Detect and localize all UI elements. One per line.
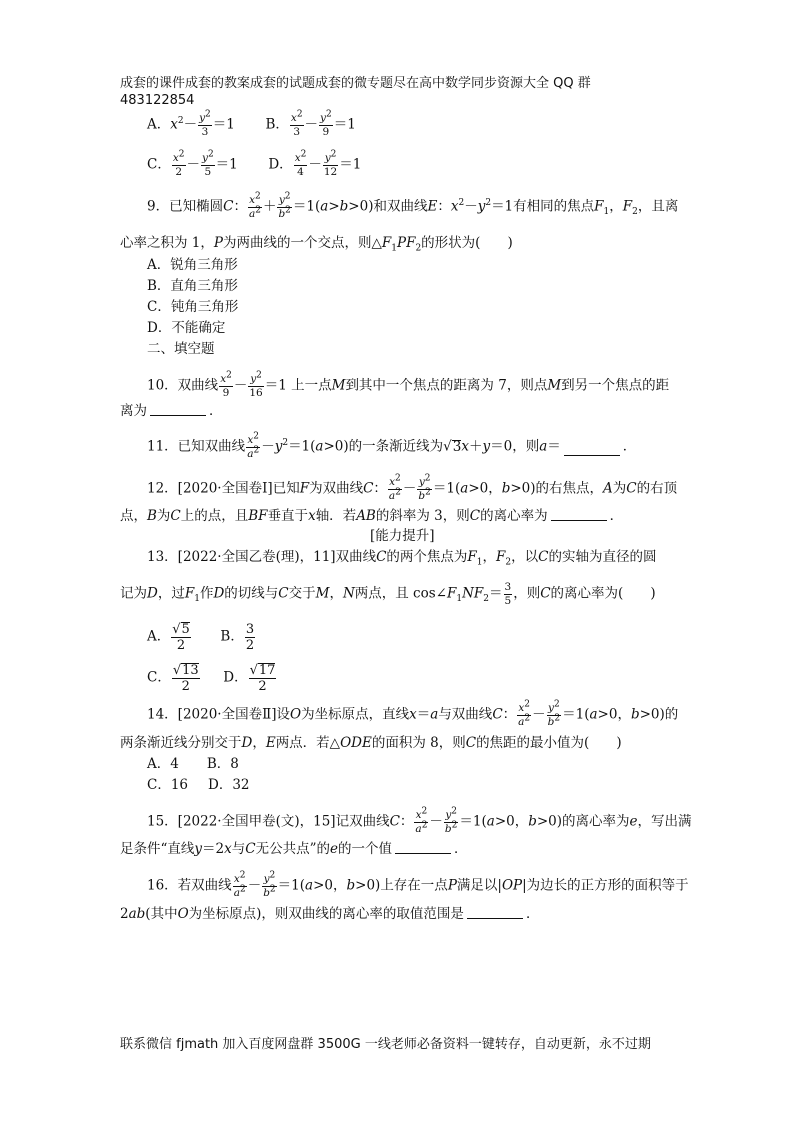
- q14-line-1: 14．[2020·全国卷Ⅱ]设O为坐标原点，直线x＝a与双曲线C： $\frac{x^2}{a^2}$ － $\frac{y^2}{b^2}$ ＝1(a>0，b>0)的: [147, 699, 679, 728]
- q9-line-1: 9．已知椭圆C： $\frac{x^2}{a^2}$ ＋ $\frac{y^2}{b^2}$ ＝1(a>b>0)和双曲线E：$x^2-y^2=1$有相同的焦点$F_1$，$F_2$，且离: [147, 191, 679, 220]
- q8-options-row-2: C． $\frac{x^2}{2}$ － $\frac{y^2}{5}$ ＝1 D． $\frac{x^2}{4}$ － $\frac{y^2}{12}$ ＝1: [147, 149, 362, 178]
- q9-option-d: D．不能确定: [147, 320, 226, 336]
- q11-line: 11．已知双曲线 $\frac{x^2}{a^2}$ $-y^2=1(a>0)$的一条渐近线为√3x＋y＝0，则a＝ ．: [147, 431, 637, 460]
- q13-options-row-2: C． $\frac{√13}{2}$ D． $\frac{√17}{2}$: [147, 663, 276, 694]
- q9-option-c: C．钝角三角形: [147, 299, 239, 315]
- q12-line-2: 点，B为C上的点，且BF垂直于x轴．若AB的斜率为 3，则C的离心率为 ．: [120, 508, 624, 524]
- q9-option-b: B．直角三角形: [147, 278, 238, 294]
- q15-line-2: 足条件“直线y＝2x与C无公共点”的e的一个值 ．: [120, 841, 468, 857]
- q10-line-1: 10．双曲线 $\frac{x^2}{9}$ － $\frac{y^2}{16}$ ＝1 上一点M到其中一个焦点的距离为 7，则点M到另一个焦点的距: [147, 370, 670, 399]
- footer-text: 联系微信 fjmath 加入百度网盘群 3500G 一线老师必备资料一键转存，自动更新，永不过期: [120, 1037, 651, 1052]
- q13-options-row-1: A． $\frac{√5}{2}$ B． $\frac{3}{2}$: [147, 621, 255, 653]
- q9-line-2: 心率之积为 1，P为两曲线的一个交点，则$\triangle F_1PF_2$的形状为( ): [120, 235, 513, 254]
- q14-line-2: 两条渐近线分别交于D，E两点．若△ODE的面积为 8，则C的焦距的最小值为( ): [120, 735, 622, 751]
- q10-line-2: 离为 ．: [120, 403, 223, 419]
- section-ability: [能力提升]: [370, 528, 435, 544]
- q14-options-row-1: A．4 B．8: [147, 756, 239, 772]
- q16-line-1: 16．若双曲线 $\frac{x^2}{a^2}$ － $\frac{y^2}{b^2}$ ＝1(a>0，b>0)上存在一点P满足以|OP|为边长的正方形的面积等于: [147, 870, 689, 899]
- q16-line-2: 2ab(其中O为坐标原点)，则双曲线的离心率的取值范围是 ．: [120, 906, 540, 922]
- q14-options-row-2: C．16 D．32: [147, 777, 250, 793]
- q8-options-row-1: A．$x^2-$ $\frac{y^2}{3}$ ＝1 B． $\frac{x^2}{3}$ － $\frac{y^2}{9}$ ＝1: [147, 109, 356, 138]
- q13-line-1: 13．[2022·全国乙卷(理)，11]双曲线C的两个焦点为$F_1$，$F_2$，以C的实轴为直径的圆: [147, 549, 657, 568]
- section-fill-blank: 二、填空题: [147, 341, 215, 357]
- q9-option-a: A．锐角三角形: [147, 257, 238, 273]
- header-line-2: 483122854: [120, 93, 195, 108]
- header-line-1: 成套的课件成套的教案成套的试题成套的微专题尽在高中数学同步资源大全 QQ 群: [120, 76, 591, 91]
- q15-line-1: 15．[2022·全国甲卷(文)，15]记双曲线C： $\frac{x^2}{a^2}$ － $\frac{y^2}{b^2}$ ＝1(a>0，b>0)的离心率为e，写出满: [147, 806, 692, 835]
- q13-line-2: 记为D，过$F_1$作D的切线与C交于M，N两点，且 $\cos\angle F_1NF_2=$ $\frac{3}{5}$ ，则C的离心率为( ): [120, 581, 656, 607]
- q12-line-1: 12．[2020·全国卷Ⅰ]已知F为双曲线C： $\frac{x^2}{a^2}$ － $\frac{y^2}{b^2}$ ＝1(a>0，b>0)的右焦点，A为C的右顶: [147, 473, 678, 502]
